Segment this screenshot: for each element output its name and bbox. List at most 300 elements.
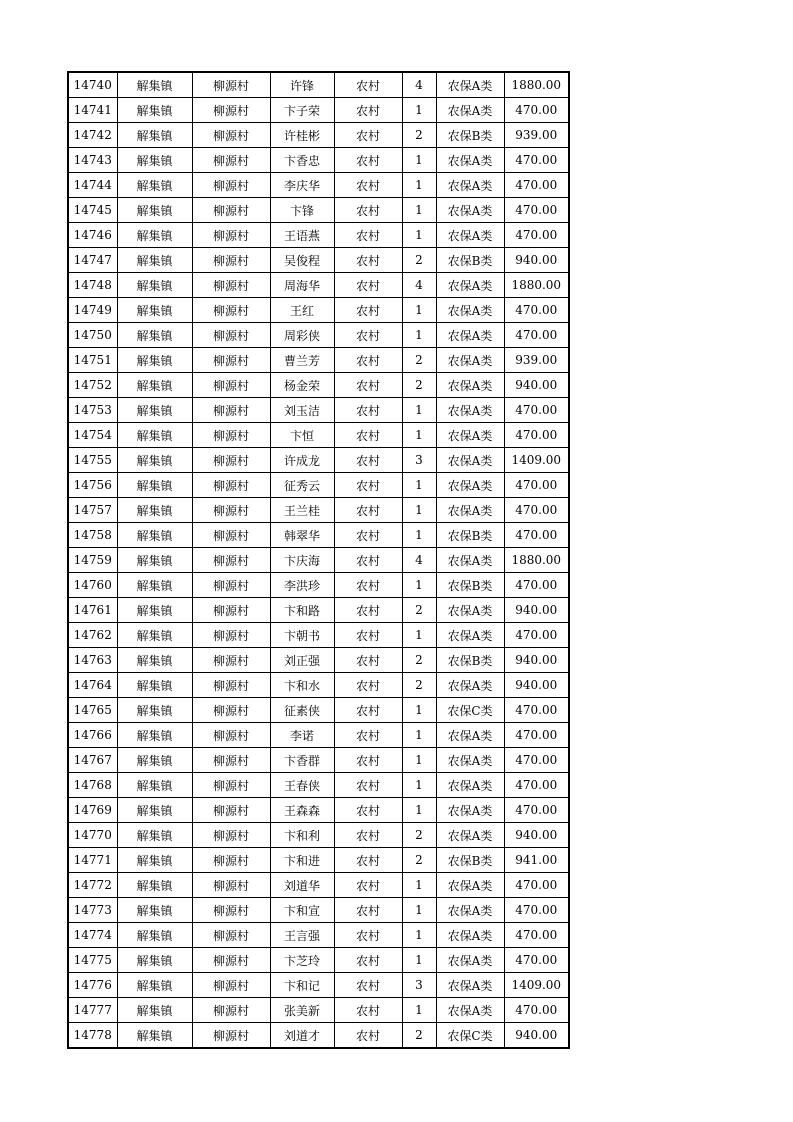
cell-amount: 470.00 (504, 423, 569, 448)
cell-amount: 940.00 (504, 1023, 569, 1049)
cell-town: 解集镇 (117, 648, 192, 673)
cell-amount: 939.00 (504, 123, 569, 148)
cell-amount: 1880.00 (504, 72, 569, 98)
cell-category: 农保C类 (436, 698, 504, 723)
cell-category: 农保A类 (436, 398, 504, 423)
table-row (68, 973, 569, 998)
cell-category: 农保A类 (436, 498, 504, 523)
cell-household-count: 2 (402, 373, 436, 398)
cell-area-type: 农村 (334, 848, 402, 873)
cell-area-type: 农村 (334, 973, 402, 998)
cell-area-type: 农村 (334, 173, 402, 198)
cell-amount: 1409.00 (504, 973, 569, 998)
cell-amount: 470.00 (504, 323, 569, 348)
cell-town: 解集镇 (117, 173, 192, 198)
cell-amount: 470.00 (504, 748, 569, 773)
cell-area-type: 农村 (334, 923, 402, 948)
table-row (68, 798, 569, 823)
cell-town: 解集镇 (117, 448, 192, 473)
cell-area-type: 农村 (334, 273, 402, 298)
cell-town: 解集镇 (117, 998, 192, 1023)
cell-record-id: 14757 (68, 498, 117, 523)
table-row (68, 773, 569, 798)
cell-category: 农保A类 (436, 823, 504, 848)
cell-category: 农保B类 (436, 848, 504, 873)
cell-record-id: 14771 (68, 848, 117, 873)
cell-amount: 940.00 (504, 648, 569, 673)
cell-village: 柳源村 (192, 673, 270, 698)
cell-village: 柳源村 (192, 748, 270, 773)
cell-category: 农保A类 (436, 98, 504, 123)
cell-amount: 470.00 (504, 898, 569, 923)
cell-category: 农保A类 (436, 598, 504, 623)
cell-name: 征秀云 (270, 473, 334, 498)
cell-household-count: 2 (402, 673, 436, 698)
cell-amount: 940.00 (504, 248, 569, 273)
cell-area-type: 农村 (334, 948, 402, 973)
cell-category: 农保A类 (436, 548, 504, 573)
cell-town: 解集镇 (117, 723, 192, 748)
cell-area-type: 农村 (334, 773, 402, 798)
table-row (68, 573, 569, 598)
cell-name: 李诺 (270, 723, 334, 748)
cell-area-type: 农村 (334, 348, 402, 373)
cell-area-type: 农村 (334, 473, 402, 498)
cell-record-id: 14769 (68, 798, 117, 823)
cell-household-count: 1 (402, 173, 436, 198)
cell-town: 解集镇 (117, 148, 192, 173)
cell-name: 卞和路 (270, 598, 334, 623)
cell-name: 王春侠 (270, 773, 334, 798)
cell-category: 农保A类 (436, 273, 504, 298)
table-row (68, 223, 569, 248)
cell-name: 卞庆海 (270, 548, 334, 573)
cell-name: 卞锋 (270, 198, 334, 223)
cell-amount: 1880.00 (504, 273, 569, 298)
cell-category: 农保A类 (436, 873, 504, 898)
cell-record-id: 14746 (68, 223, 117, 248)
cell-amount: 470.00 (504, 498, 569, 523)
cell-town: 解集镇 (117, 948, 192, 973)
cell-town: 解集镇 (117, 748, 192, 773)
cell-amount: 470.00 (504, 223, 569, 248)
table-body (68, 72, 569, 1048)
cell-town: 解集镇 (117, 698, 192, 723)
cell-area-type: 农村 (334, 798, 402, 823)
cell-household-count: 1 (402, 623, 436, 648)
cell-record-id: 14767 (68, 748, 117, 773)
cell-amount: 940.00 (504, 373, 569, 398)
cell-household-count: 1 (402, 798, 436, 823)
cell-record-id: 14763 (68, 648, 117, 673)
cell-household-count: 1 (402, 473, 436, 498)
cell-name: 卞和记 (270, 973, 334, 998)
cell-town: 解集镇 (117, 498, 192, 523)
cell-town: 解集镇 (117, 823, 192, 848)
cell-area-type: 农村 (334, 423, 402, 448)
table-row (68, 923, 569, 948)
cell-area-type: 农村 (334, 648, 402, 673)
cell-record-id: 14740 (68, 72, 117, 98)
cell-category: 农保A类 (436, 373, 504, 398)
cell-amount: 1880.00 (504, 548, 569, 573)
table-row (68, 473, 569, 498)
cell-record-id: 14766 (68, 723, 117, 748)
cell-record-id: 14745 (68, 198, 117, 223)
cell-village: 柳源村 (192, 248, 270, 273)
table-row (68, 323, 569, 348)
cell-village: 柳源村 (192, 123, 270, 148)
cell-town: 解集镇 (117, 98, 192, 123)
cell-area-type: 农村 (334, 198, 402, 223)
cell-amount: 939.00 (504, 348, 569, 373)
cell-category: 农保A类 (436, 473, 504, 498)
cell-town: 解集镇 (117, 348, 192, 373)
cell-village: 柳源村 (192, 1023, 270, 1049)
table-row (68, 898, 569, 923)
cell-area-type: 农村 (334, 323, 402, 348)
cell-record-id: 14777 (68, 998, 117, 1023)
cell-household-count: 1 (402, 948, 436, 973)
cell-category: 农保A类 (436, 923, 504, 948)
cell-name: 曹兰芳 (270, 348, 334, 373)
cell-name: 征素侠 (270, 698, 334, 723)
cell-name: 周彩侠 (270, 323, 334, 348)
cell-village: 柳源村 (192, 298, 270, 323)
table-row (68, 198, 569, 223)
table-row (68, 523, 569, 548)
cell-name: 许成龙 (270, 448, 334, 473)
cell-name: 卞和宣 (270, 898, 334, 923)
cell-village: 柳源村 (192, 423, 270, 448)
cell-amount: 470.00 (504, 298, 569, 323)
cell-area-type: 农村 (334, 448, 402, 473)
cell-area-type: 农村 (334, 998, 402, 1023)
table-row (68, 623, 569, 648)
cell-town: 解集镇 (117, 548, 192, 573)
cell-town: 解集镇 (117, 223, 192, 248)
cell-household-count: 2 (402, 598, 436, 623)
cell-record-id: 14772 (68, 873, 117, 898)
cell-household-count: 1 (402, 198, 436, 223)
cell-village: 柳源村 (192, 573, 270, 598)
cell-town: 解集镇 (117, 473, 192, 498)
cell-town: 解集镇 (117, 423, 192, 448)
cell-village: 柳源村 (192, 698, 270, 723)
cell-area-type: 农村 (334, 623, 402, 648)
cell-household-count: 1 (402, 498, 436, 523)
table-row (68, 72, 569, 98)
cell-area-type: 农村 (334, 398, 402, 423)
cell-record-id: 14778 (68, 1023, 117, 1049)
table-row (68, 148, 569, 173)
table-row (68, 648, 569, 673)
cell-area-type: 农村 (334, 373, 402, 398)
cell-village: 柳源村 (192, 998, 270, 1023)
cell-area-type: 农村 (334, 548, 402, 573)
cell-name: 周海华 (270, 273, 334, 298)
cell-area-type: 农村 (334, 1023, 402, 1049)
cell-area-type: 农村 (334, 723, 402, 748)
cell-name: 王森森 (270, 798, 334, 823)
cell-name: 刘道才 (270, 1023, 334, 1049)
cell-record-id: 14774 (68, 923, 117, 948)
cell-household-count: 3 (402, 973, 436, 998)
cell-area-type: 农村 (334, 823, 402, 848)
cell-village: 柳源村 (192, 323, 270, 348)
cell-amount: 470.00 (504, 523, 569, 548)
cell-amount: 470.00 (504, 198, 569, 223)
cell-village: 柳源村 (192, 948, 270, 973)
cell-village: 柳源村 (192, 723, 270, 748)
cell-name: 吴俊程 (270, 248, 334, 273)
cell-name: 刘正强 (270, 648, 334, 673)
cell-town: 解集镇 (117, 72, 192, 98)
table-row (68, 248, 569, 273)
cell-category: 农保A类 (436, 748, 504, 773)
cell-village: 柳源村 (192, 798, 270, 823)
cell-category: 农保A类 (436, 798, 504, 823)
table-row (68, 498, 569, 523)
cell-household-count: 1 (402, 223, 436, 248)
cell-category: 农保A类 (436, 72, 504, 98)
cell-amount: 940.00 (504, 598, 569, 623)
table-row (68, 848, 569, 873)
cell-category: 农保A类 (436, 323, 504, 348)
cell-area-type: 农村 (334, 698, 402, 723)
cell-area-type: 农村 (334, 523, 402, 548)
cell-village: 柳源村 (192, 72, 270, 98)
table-row (68, 823, 569, 848)
cell-village: 柳源村 (192, 823, 270, 848)
cell-village: 柳源村 (192, 348, 270, 373)
cell-household-count: 2 (402, 348, 436, 373)
cell-record-id: 14770 (68, 823, 117, 848)
cell-amount: 470.00 (504, 948, 569, 973)
cell-village: 柳源村 (192, 173, 270, 198)
cell-town: 解集镇 (117, 523, 192, 548)
cell-household-count: 1 (402, 898, 436, 923)
cell-name: 王语燕 (270, 223, 334, 248)
table-row (68, 398, 569, 423)
cell-town: 解集镇 (117, 848, 192, 873)
cell-category: 农保A类 (436, 198, 504, 223)
cell-name: 卞和利 (270, 823, 334, 848)
cell-town: 解集镇 (117, 873, 192, 898)
cell-amount: 1409.00 (504, 448, 569, 473)
cell-area-type: 农村 (334, 98, 402, 123)
cell-town: 解集镇 (117, 773, 192, 798)
cell-village: 柳源村 (192, 373, 270, 398)
cell-name: 卞朝书 (270, 623, 334, 648)
cell-category: 农保A类 (436, 898, 504, 923)
cell-record-id: 14758 (68, 523, 117, 548)
cell-area-type: 农村 (334, 148, 402, 173)
cell-name: 李洪珍 (270, 573, 334, 598)
cell-category: 农保A类 (436, 973, 504, 998)
cell-name: 王红 (270, 298, 334, 323)
cell-household-count: 2 (402, 248, 436, 273)
cell-household-count: 1 (402, 998, 436, 1023)
cell-amount: 470.00 (504, 723, 569, 748)
cell-amount: 470.00 (504, 398, 569, 423)
cell-record-id: 14755 (68, 448, 117, 473)
cell-village: 柳源村 (192, 148, 270, 173)
cell-town: 解集镇 (117, 198, 192, 223)
cell-household-count: 2 (402, 123, 436, 148)
cell-amount: 940.00 (504, 823, 569, 848)
cell-category: 农保B类 (436, 248, 504, 273)
cell-category: 农保A类 (436, 148, 504, 173)
table-row (68, 673, 569, 698)
cell-village: 柳源村 (192, 273, 270, 298)
cell-village: 柳源村 (192, 223, 270, 248)
cell-amount: 470.00 (504, 798, 569, 823)
cell-area-type: 农村 (334, 873, 402, 898)
cell-name: 许锋 (270, 72, 334, 98)
cell-amount: 470.00 (504, 473, 569, 498)
cell-record-id: 14743 (68, 148, 117, 173)
cell-amount: 470.00 (504, 923, 569, 948)
cell-record-id: 14760 (68, 573, 117, 598)
table-row (68, 173, 569, 198)
table-row (68, 298, 569, 323)
cell-town: 解集镇 (117, 398, 192, 423)
cell-name: 许桂彬 (270, 123, 334, 148)
cell-area-type: 农村 (334, 598, 402, 623)
table-row (68, 98, 569, 123)
cell-record-id: 14751 (68, 348, 117, 373)
cell-amount: 470.00 (504, 173, 569, 198)
cell-household-count: 1 (402, 148, 436, 173)
table-row (68, 1023, 569, 1049)
cell-village: 柳源村 (192, 598, 270, 623)
cell-household-count: 1 (402, 748, 436, 773)
cell-area-type: 农村 (334, 72, 402, 98)
cell-area-type: 农村 (334, 223, 402, 248)
cell-name: 张美新 (270, 998, 334, 1023)
cell-household-count: 1 (402, 298, 436, 323)
cell-town: 解集镇 (117, 248, 192, 273)
cell-town: 解集镇 (117, 273, 192, 298)
cell-household-count: 1 (402, 323, 436, 348)
cell-town: 解集镇 (117, 898, 192, 923)
cell-town: 解集镇 (117, 123, 192, 148)
cell-record-id: 14759 (68, 548, 117, 573)
table-row (68, 698, 569, 723)
cell-household-count: 4 (402, 72, 436, 98)
table-row (68, 123, 569, 148)
cell-household-count: 1 (402, 398, 436, 423)
cell-amount: 470.00 (504, 698, 569, 723)
cell-category: 农保A类 (436, 723, 504, 748)
cell-village: 柳源村 (192, 98, 270, 123)
table-row (68, 373, 569, 398)
cell-name: 刘玉洁 (270, 398, 334, 423)
cell-household-count: 1 (402, 873, 436, 898)
cell-household-count: 1 (402, 423, 436, 448)
cell-category: 农保C类 (436, 1023, 504, 1049)
table-row (68, 598, 569, 623)
cell-category: 农保B类 (436, 523, 504, 548)
table-row (68, 273, 569, 298)
table-row (68, 348, 569, 373)
cell-village: 柳源村 (192, 773, 270, 798)
table-row (68, 448, 569, 473)
cell-household-count: 1 (402, 98, 436, 123)
cell-record-id: 14752 (68, 373, 117, 398)
cell-record-id: 14750 (68, 323, 117, 348)
table-row (68, 548, 569, 573)
cell-record-id: 14744 (68, 173, 117, 198)
cell-record-id: 14747 (68, 248, 117, 273)
cell-household-count: 2 (402, 1023, 436, 1049)
cell-village: 柳源村 (192, 848, 270, 873)
cell-household-count: 1 (402, 773, 436, 798)
cell-name: 韩翠华 (270, 523, 334, 548)
cell-name: 卞子荣 (270, 98, 334, 123)
cell-record-id: 14756 (68, 473, 117, 498)
cell-town: 解集镇 (117, 598, 192, 623)
cell-household-count: 2 (402, 823, 436, 848)
cell-area-type: 农村 (334, 673, 402, 698)
cell-household-count: 4 (402, 548, 436, 573)
cell-category: 农保A类 (436, 948, 504, 973)
cell-town: 解集镇 (117, 798, 192, 823)
table-row (68, 423, 569, 448)
cell-household-count: 4 (402, 273, 436, 298)
cell-household-count: 2 (402, 848, 436, 873)
cell-household-count: 1 (402, 523, 436, 548)
table-row (68, 998, 569, 1023)
cell-name: 卞香忠 (270, 148, 334, 173)
cell-name: 卞恒 (270, 423, 334, 448)
cell-town: 解集镇 (117, 923, 192, 948)
cell-town: 解集镇 (117, 373, 192, 398)
cell-household-count: 1 (402, 723, 436, 748)
cell-category: 农保B类 (436, 648, 504, 673)
cell-record-id: 14761 (68, 598, 117, 623)
cell-village: 柳源村 (192, 523, 270, 548)
cell-household-count: 2 (402, 648, 436, 673)
cell-town: 解集镇 (117, 298, 192, 323)
cell-category: 农保A类 (436, 623, 504, 648)
cell-town: 解集镇 (117, 323, 192, 348)
cell-category: 农保A类 (436, 423, 504, 448)
cell-name: 卞和水 (270, 673, 334, 698)
cell-village: 柳源村 (192, 498, 270, 523)
cell-name: 卞和进 (270, 848, 334, 873)
cell-village: 柳源村 (192, 648, 270, 673)
cell-record-id: 14748 (68, 273, 117, 298)
cell-village: 柳源村 (192, 973, 270, 998)
cell-category: 农保B类 (436, 123, 504, 148)
cell-village: 柳源村 (192, 198, 270, 223)
cell-name: 李庆华 (270, 173, 334, 198)
table-row (68, 948, 569, 973)
cell-record-id: 14762 (68, 623, 117, 648)
cell-name: 刘道华 (270, 873, 334, 898)
cell-area-type: 农村 (334, 748, 402, 773)
cell-amount: 470.00 (504, 623, 569, 648)
cell-household-count: 1 (402, 573, 436, 598)
cell-record-id: 14775 (68, 948, 117, 973)
cell-amount: 470.00 (504, 98, 569, 123)
cell-amount: 470.00 (504, 148, 569, 173)
cell-village: 柳源村 (192, 473, 270, 498)
cell-household-count: 1 (402, 698, 436, 723)
cell-category: 农保A类 (436, 998, 504, 1023)
